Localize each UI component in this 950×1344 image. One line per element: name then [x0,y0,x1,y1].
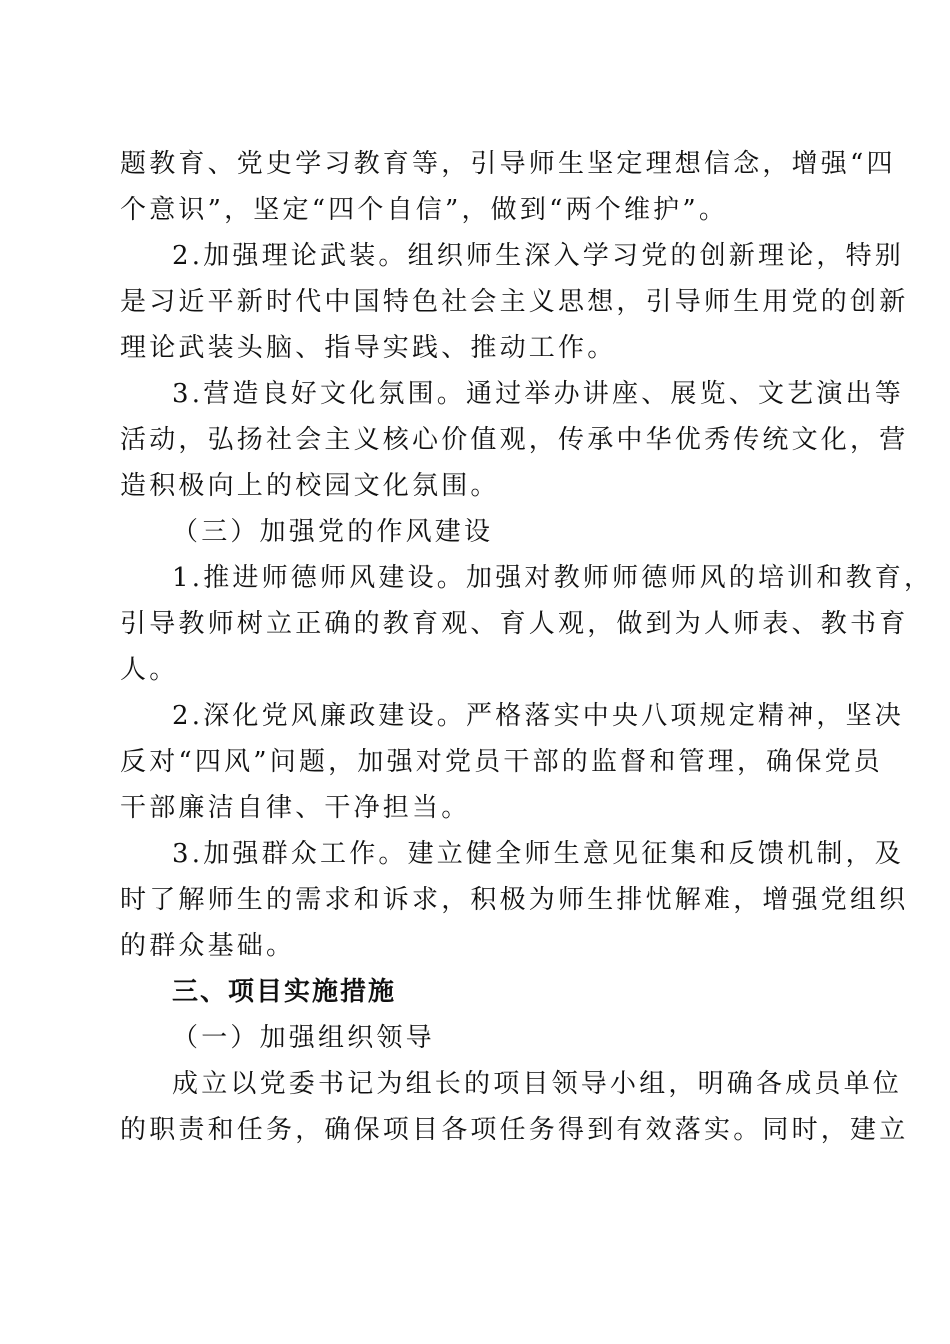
section-subheading: （三）加强党的作风建设 [172,517,494,547]
text-line: 理论武装头脑、指导实践、推动工作。 [120,333,617,363]
text-line: 活动，弘扬社会主义核心价值观，传承中华优秀传统文化，营 [120,425,909,455]
text-line: 时了解师生的需求和诉求，积极为师生排忧解难，增强党组织 [120,885,909,915]
paragraph-start: 3.营造良好文化氛围。通过举办讲座、展览、文艺演出等 [172,379,905,409]
text-line: 是习近平新时代中国特色社会主义思想，引导师生用党的创新 [120,287,909,317]
text-line: 的职责和任务，确保项目各项任务得到有效落实。同时，建立 [120,1115,909,1145]
text-line: 干部廉洁自律、干净担当。 [120,793,471,823]
paragraph-start: 1.推进师德师风建设。加强对教师师德师风的培训和教育， [172,563,934,593]
paragraph-start: 成立以党委书记为组长的项目领导小组，明确各成员单位 [172,1069,903,1099]
text-line: 的群众基础。 [120,931,296,961]
paragraph-start: 2.深化党风廉政建设。严格落实中央八项规定精神，坚决 [172,701,905,731]
text-line: 造积极向上的校园文化氛围。 [120,471,500,501]
text-line: 人。 [120,655,179,685]
document-body [120,141,934,1153]
paragraph-start: 3.加强群众工作。建立健全师生意见征集和反馈机制，及 [172,839,905,869]
paragraph-start: 2.加强理论武装。组织师生深入学习党的创新理论，特别 [172,241,905,271]
section-subheading: （一）加强组织领导 [172,1023,435,1053]
text-line: 个意识”，坚定“四个自信”，做到“两个维护”。 [120,195,729,225]
text-line: 题教育、党史学习教育等，引导师生坚定理想信念，增强“四 [120,149,896,179]
text-line: 引导教师树立正确的教育观、育人观，做到为人师表、教书育 [120,609,909,639]
text-line: 反对“四风”问题，加强对党员干部的监督和管理，确保党员 [120,747,883,777]
section-heading: 三、项目实施措施 [172,977,397,1007]
